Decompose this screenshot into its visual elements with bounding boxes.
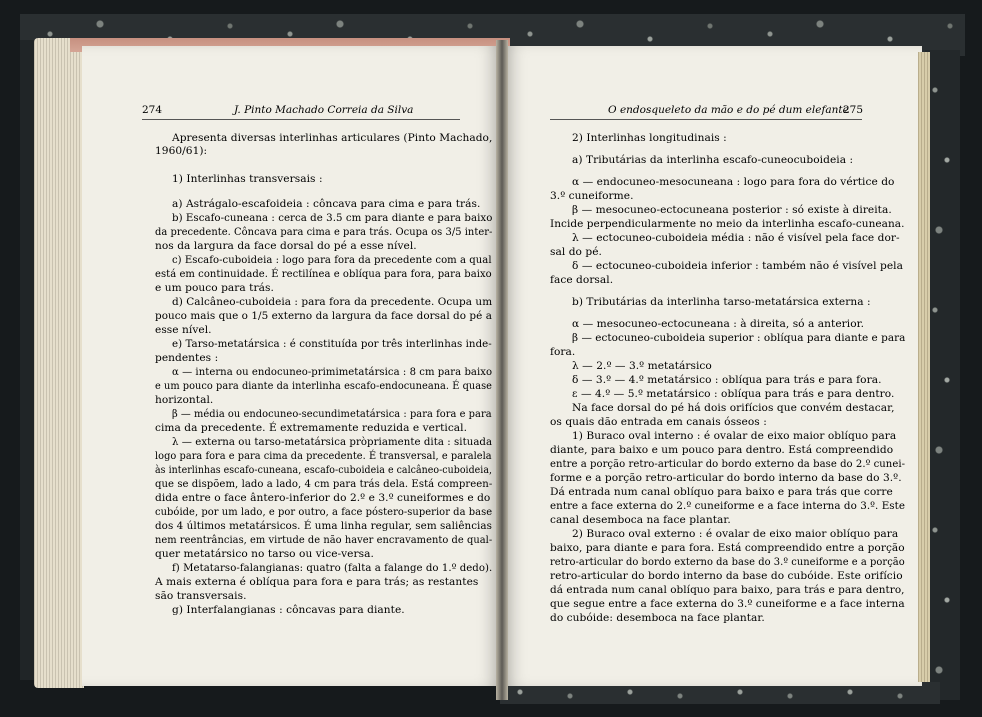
text-line: Apresenta diversas interlinhas articulares (Pinto Machado, (172, 132, 493, 144)
text-line: 2) Buraco oval externo : é ovalar de eixo maior oblíquo para (572, 528, 899, 540)
text-line: canal desemboca na face plantar. (550, 514, 731, 526)
text-line: sal do pé. (550, 246, 602, 258)
book-cover-right (925, 50, 960, 700)
text-line: e um pouco para diante da interlinha escafo-endocuneana. É quase (155, 380, 493, 392)
text-line: retro-articular do bordo interno da base do cubóide. Este orifício (550, 570, 903, 582)
text-line: 1) Buraco oval interno : é ovalar de eixo maior oblíquo para (572, 430, 897, 442)
text-line: a) Astrágalo-escafoideia : côncava para cima e para trás. (172, 198, 481, 210)
text-line: e) Tarso-metatársica : é constituída por três interlinhas inde- (172, 338, 492, 350)
text-line: β — mesocuneo-ectocuneana posterior : só existe à direita. (572, 204, 892, 216)
text-line: α — endocuneo-mesocuneana : logo para fora do vértice do (572, 176, 895, 188)
text-line: retro-articular do bordo externo da base do 3.º cuneiforme e a porção (550, 556, 905, 568)
section-heading: 1) Interlinhas transversais : (172, 173, 323, 185)
text-line: b) Escafo-cuneana : cerca de 3.5 cm para diante e para baixo (172, 212, 493, 224)
text-line: cubóide, por um lado, e por outro, a face póstero-superior da base (155, 506, 493, 518)
left-running-header: J. Pinto Machado Correia da Silva (234, 104, 414, 116)
text-line: entre a face externa do 2.º cuneiforme e a face interna do 3.º. Este (550, 500, 906, 512)
text-line: que segue entre a face externa do 3.º cuneiforme e a face interna (550, 598, 905, 610)
text-line: d) Calcâneo-cuboideia : para fora da precedente. Ocupa um (172, 296, 493, 308)
text-line: esse nível. (155, 324, 212, 336)
text-line: pouco mais que o 1/5 externo da largura da face dorsal do pé a (155, 310, 492, 322)
text-line: ε — 4.º — 5.º metatársico : oblíqua para trás e para dentro. (572, 388, 895, 400)
text-line: às interlinhas escafo-cuneana, escafo-cuboideia e calcâneo-cuboideia, (155, 464, 493, 476)
text-line: Dá entrada num canal oblíquo para baixo e para trás que corre (550, 486, 893, 498)
text-line: dida entre o face ântero-inferior do 2.º e 3.º cuneiformes e do (155, 492, 491, 504)
text-line: do cubóide: desemboca na face plantar. (550, 612, 765, 624)
text-line: λ — externa ou tarso-metatársica pròpriamente dita : situada (172, 436, 493, 448)
text-line: g) Interfalangianas : côncavas para diante. (172, 604, 405, 616)
text-line: α — interna ou endocuneo-primimetatársica : 8 cm para baixo (172, 366, 493, 378)
text-line: está em continuidade. É rectilínea e oblíqua para fora, para baixo (155, 268, 492, 280)
text-line: baixo, para diante e para fora. Está compreendido entre a porção (550, 542, 905, 554)
text-line: fora. (550, 346, 576, 358)
text-line: A mais externa é oblíqua para fora e para trás; as restantes (155, 576, 479, 588)
text-line: diante, para baixo e um pouco para dentro. Está compreendido (550, 444, 894, 456)
text-line: λ — 2.º — 3.º metatársico (572, 360, 712, 372)
text-line: 3.º cuneiforme. (550, 190, 634, 202)
text-line: horizontal. (155, 394, 214, 406)
right-header-rule (550, 119, 862, 120)
text-line: dos 4 últimos metatársicos. É uma linha regular, sem saliências (155, 520, 492, 532)
left-page-number: 274 (142, 104, 163, 116)
text-line: nem reentrâncias, em virtude de não haver encravamento de qual- (155, 534, 493, 546)
text-line: β — média ou endocuneo-secundimetatársica : para fora e para (172, 408, 492, 420)
text-line: que se dispõem, lado a lado, 4 cm para trás dela. Está compreen- (155, 478, 493, 490)
text-line: δ — 3.º — 4.º metatársico : oblíqua para trás e para fora. (572, 374, 882, 386)
right-page-edge (918, 52, 930, 682)
text-line: da precedente. Côncava para cima e para trás. Ocupa os 3/5 inter- (155, 226, 493, 238)
text-line: entre a porção retro-articular do bordo externo da base do 2.º cunei- (550, 458, 906, 470)
text-line: são transversais. (155, 590, 247, 602)
right-page-number: 275 (843, 104, 864, 116)
right-running-header: O endosqueleto da mão e do pé dum elefante (608, 104, 849, 116)
text-line: quer metatársico no tarso ou vice-versa. (155, 548, 374, 560)
text-line: 1960/61): (155, 145, 208, 157)
text-line: Na face dorsal do pé há dois orifícios que convém destacar, (572, 402, 895, 414)
left-header-rule (142, 119, 460, 120)
text-line: β — ectocuneo-cuboideia superior : oblíqua para diante e para (572, 332, 906, 344)
text-line: δ — ectocuneo-cuboideia inferior : também não é visível pela (572, 260, 903, 272)
section-heading: 2) Interlinhas longitudinais : (572, 132, 727, 144)
text-line: dá entrada num canal oblíquo para baixo, para trás e para dentro, (550, 584, 905, 596)
text-line: c) Escafo-cuboideia : logo para fora da precedente com a qual (172, 254, 492, 266)
book-gutter (496, 40, 508, 700)
text-line: b) Tributárias da interlinha tarso-metatársica externa : (572, 296, 871, 308)
text-line: cima da precedente. É extremamente reduzida e vertical. (155, 422, 468, 434)
text-line: Incide perpendicularmente no meio da interlinha escafo-cuneana. (550, 218, 905, 230)
text-line: nos da largura da face dorsal do pé a esse nível. (155, 240, 417, 252)
text-line: logo para fora e para cima da precedente. É transversal, e paralela (155, 450, 492, 462)
text-line: pendentes : (155, 352, 219, 364)
text-line: os quais dão entrada em canais ósseos : (550, 416, 767, 428)
text-line: λ — ectocuneo-cuboideia média : não é visível pela face dor- (572, 232, 900, 244)
text-line: face dorsal. (550, 274, 614, 286)
page-stack-edge (34, 38, 84, 688)
text-line: e um pouco para trás. (155, 282, 274, 294)
text-line: f) Metatarso-falangianas: quatro (falta a falange do 1.º dedo). (172, 562, 493, 574)
text-line: a) Tributárias da interlinha escafo-cuneocuboideia : (572, 154, 854, 166)
text-line: forme e a porção retro-articular do bordo interno da base do 3.º. (550, 472, 902, 484)
text-line: α — mesocuneo-ectocuneana : à direita, só a anterior. (572, 318, 865, 330)
